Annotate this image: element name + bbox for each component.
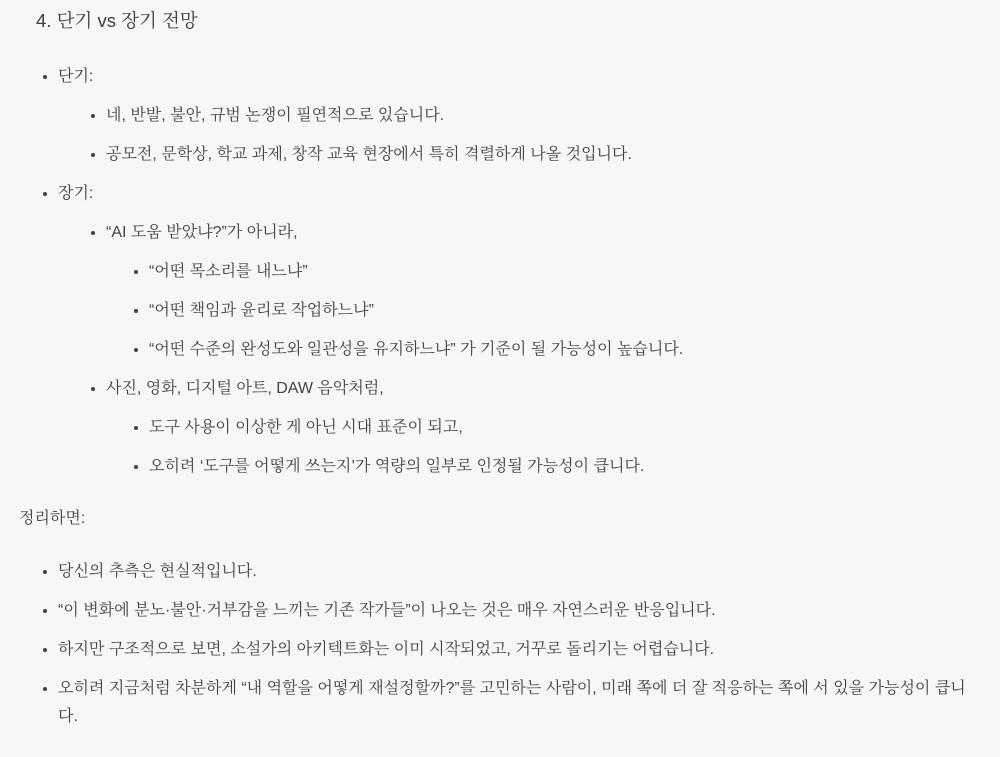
list-item-text: “어떤 책임과 윤리로 작업하느냐” [149,302,374,319]
list-item [149,258,978,286]
list-item [106,375,978,481]
list-item-label: 장기: [58,185,94,202]
list-item [149,336,978,364]
list-item [58,180,978,481]
short-term-sublist [58,102,978,169]
list-item [149,297,978,325]
list-item [149,453,978,481]
list-item-text: 네, 반발, 불안, 규범 논쟁이 필연적으로 있습니다. [106,107,445,124]
summary-intro: 정리하면: [19,510,86,527]
criteria-sublist [106,258,978,364]
list-item-text: 하지만 구조적으로 보면, 소설가의 아키텍트화는 이미 시작되었고, 거꾸로 돌리기는 어렵습니다. [58,641,715,658]
list-item [58,636,978,664]
outlook-list [19,63,978,481]
list-item-text: “어떤 목소리를 내느냐” [149,263,308,280]
summary-list [19,558,978,731]
list-item-text: 공모전, 문학상, 학교 과제, 창작 교육 현장에서 특히 격렬하게 나올 것입니다. [106,146,632,163]
list-item [149,414,978,442]
list-item-label: “AI 도움 받았냐?”가 아니라, [106,224,298,241]
list-item [106,141,978,169]
list-item [58,63,978,169]
list-item-text: “이 변화에 분노·불안·거부감을 느끼는 기존 작가들”이 나오는 것은 매우 자연스러운 반응입니다. [58,602,716,619]
list-item [58,558,978,586]
analogy-sublist [106,414,978,481]
list-item-label: 단기: [58,68,94,85]
list-item [106,219,978,364]
list-item-text: 오히려 지금처럼 차분하게 “내 역할을 어떻게 재설정할까?”를 고민하는 사람이, 미래 쪽에 더 잘 적응하는 쪽에 서 있을 가능성이 큽니다. [58,680,966,725]
list-item-text: “어떤 수준의 완성도와 일관성을 유지하느냐” 가 기준이 될 가능성이 높습니다. [149,341,684,358]
list-item-text: 당신의 추측은 현실적입니다. [58,563,257,580]
list-item-text: 도구 사용이 이상한 게 아닌 시대 표준이 되고, [149,419,463,436]
list-item [58,675,978,731]
list-item [58,597,978,625]
list-item [106,102,978,130]
list-item-text: 오히려 ‘도구를 어떻게 쓰는지’가 역량의 일부로 인정될 가능성이 큽니다. [149,458,645,475]
list-item-label: 사진, 영화, 디지털 아트, DAW 음악처럼, [106,380,384,397]
long-term-sublist [58,219,978,481]
section-heading: 4. 단기 vs 장기 전망 [36,10,198,31]
